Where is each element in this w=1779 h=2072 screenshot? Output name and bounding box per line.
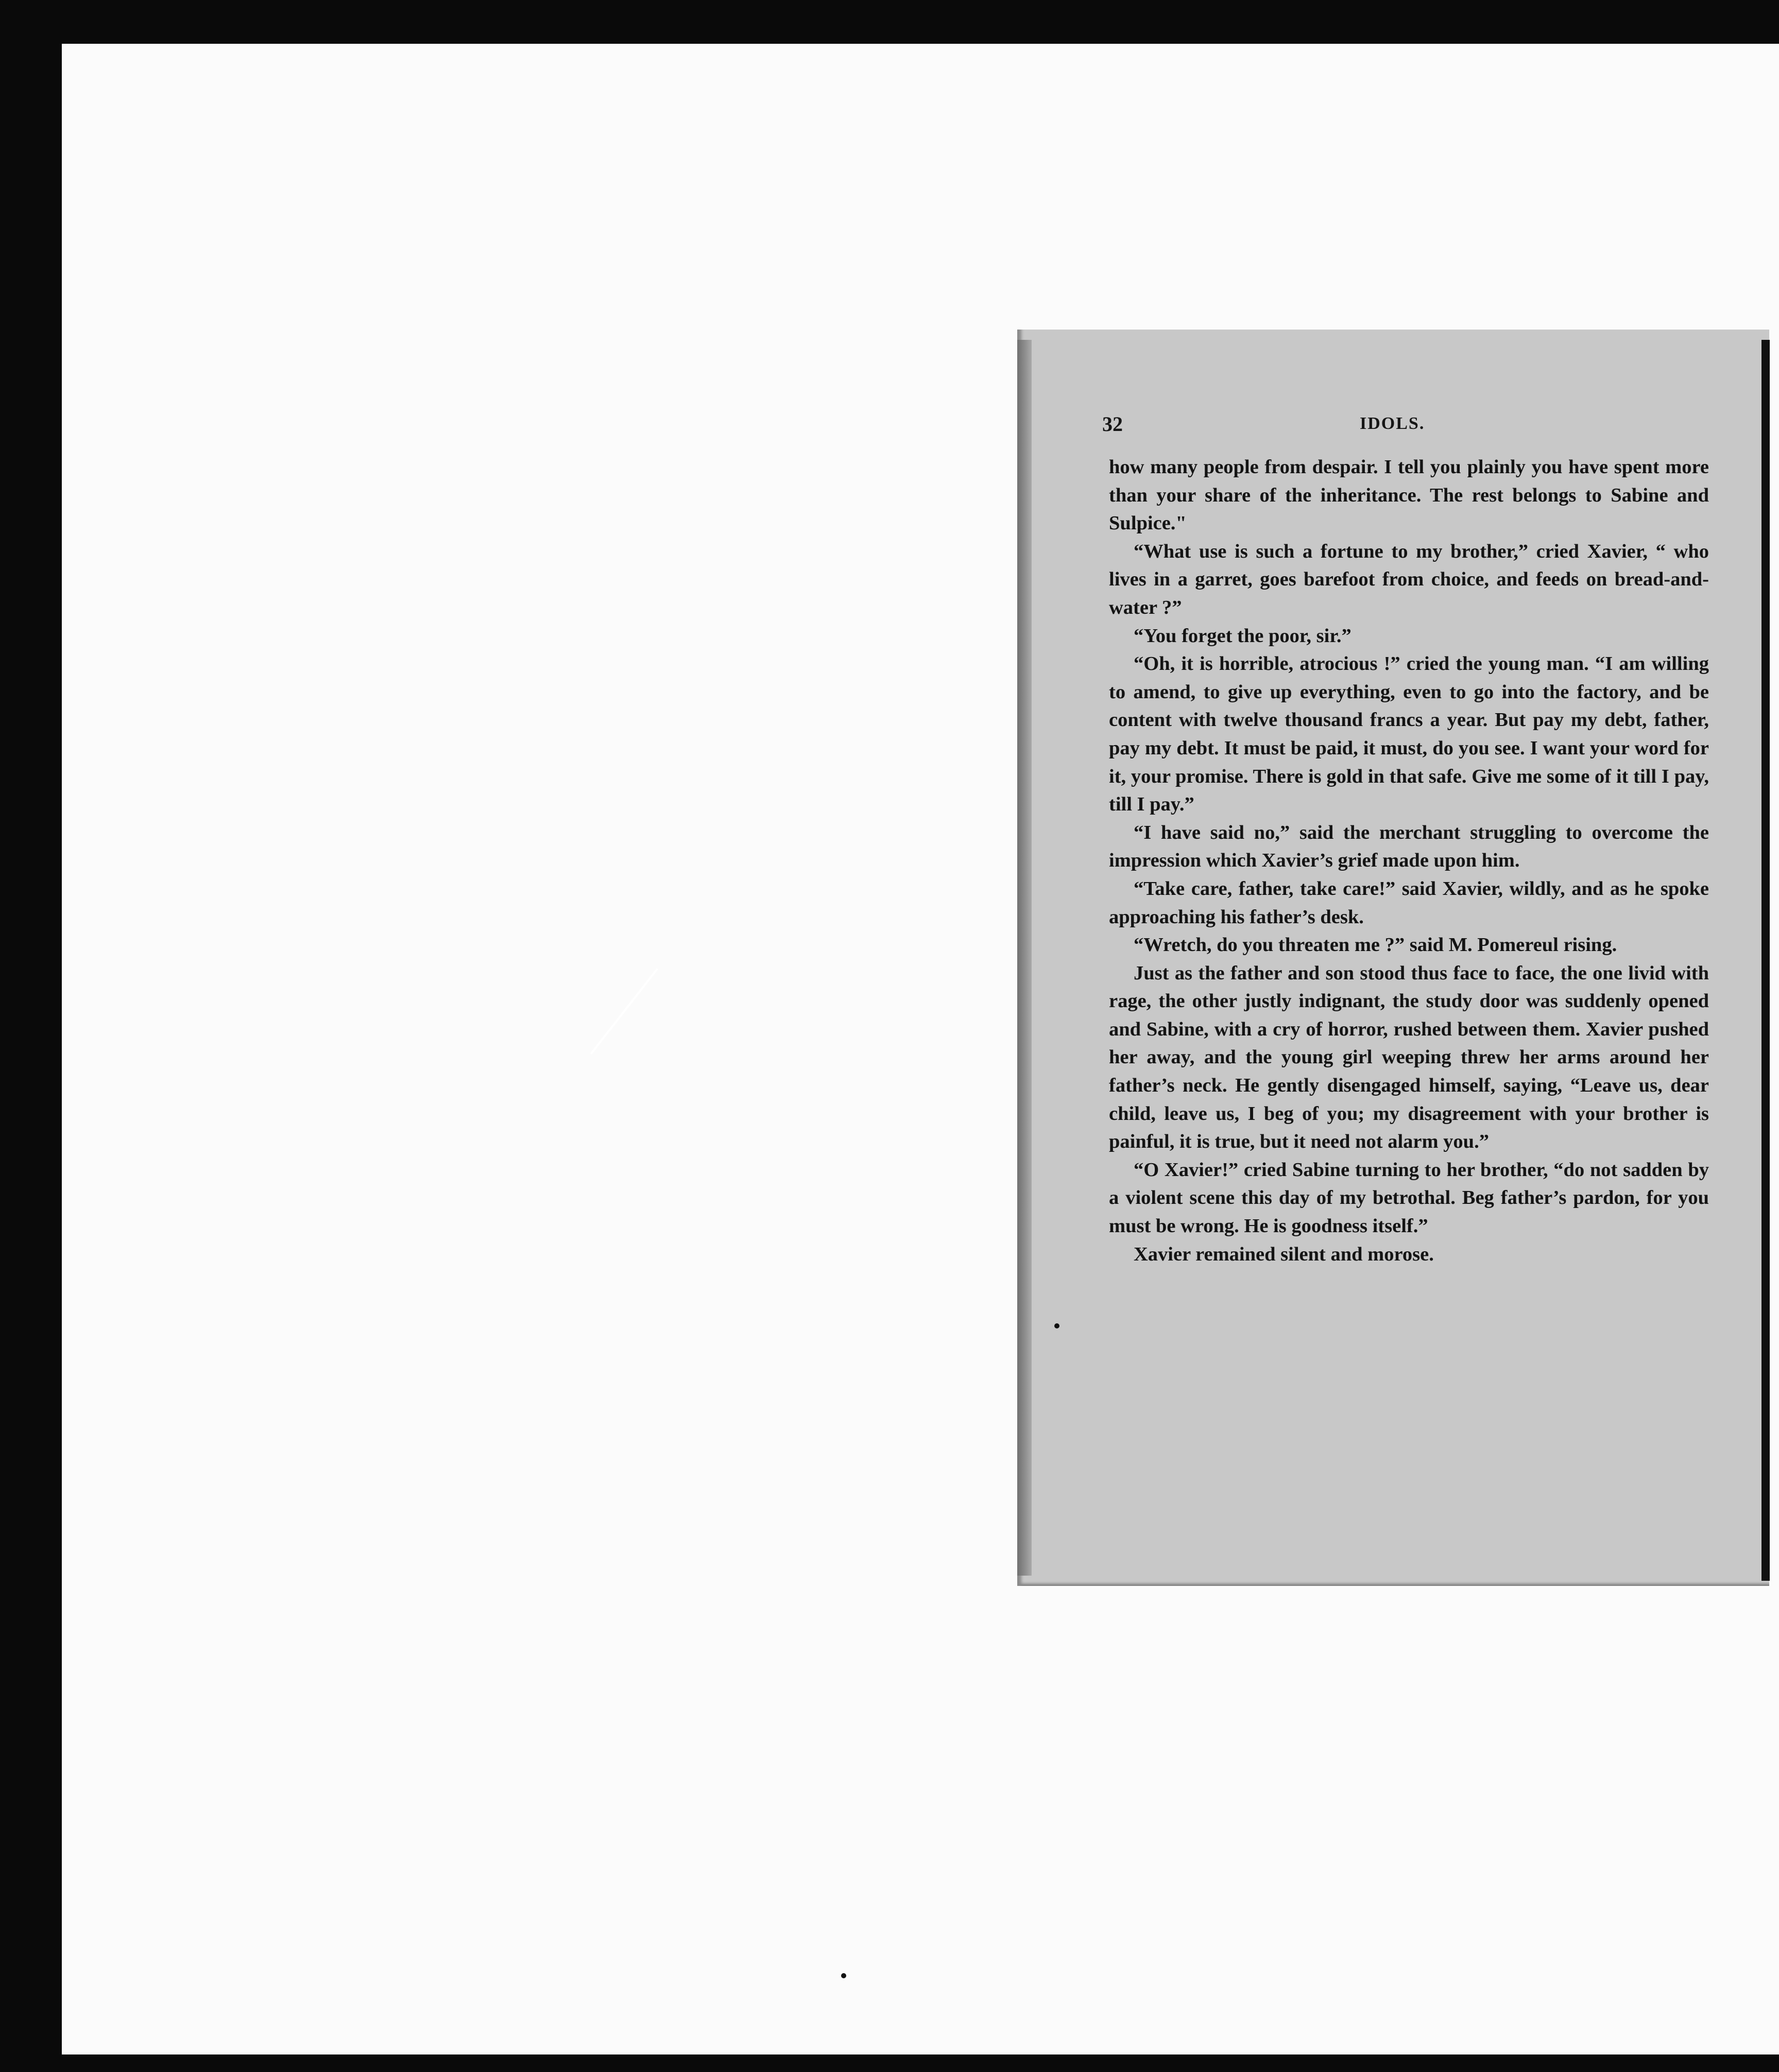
paragraph: Xavier remained silent and morose. xyxy=(1134,1243,1434,1265)
paragraph: “I have said no,” said the merchant struggling to overcome the impression which Xavier’s grief made upon him. xyxy=(1109,821,1709,872)
adjacent-page-edge xyxy=(1761,340,1770,1581)
dust-speck xyxy=(1054,1323,1059,1328)
film-frame-bottom-edge xyxy=(0,2054,1779,2072)
dust-speck xyxy=(841,1973,846,1978)
paragraph: how many people from despair. I tell you plainly you have spent more than your share of the inheritance. The rest belongs to Sabine and Sulpice." xyxy=(1109,456,1709,534)
page-number: 32 xyxy=(1102,412,1123,436)
paragraph: Just as the father and son stood thus face to face, the one livid with rage, the other justly indignant, the study door was suddenly opened and Sabine, with a cry of horror, rushed between them. Xavier pushed her away, and the young girl weeping threw her arms around her father’s neck. He gently disengaged himself, saying, “Leave us, dear child, leave us, I beg of you; my disagreement with your brother is painful, it is true, but it need not alarm you.” xyxy=(1109,962,1709,1153)
page-gutter-shadow xyxy=(1017,340,1032,1576)
film-frame-left-edge xyxy=(0,0,62,2072)
paragraph: “Take care, father, take care!” said Xavier, wildly, and as he spoke approaching his father’s desk. xyxy=(1109,877,1709,928)
paragraph: “You forget the poor, sir.” xyxy=(1134,625,1352,647)
page-header xyxy=(1102,412,1720,443)
running-head: IDOLS. xyxy=(1360,414,1425,433)
paragraph: “What use is such a fortune to my brother,” cried Xavier, “ who lives in a garret, goes barefoot from choice, and feeds on bread-and-water ?” xyxy=(1109,540,1709,618)
body-text xyxy=(1109,453,1709,1431)
paragraph: “O Xavier!” cried Sabine turning to her brother, “do not sadden by a violent scene this day of my betrothal. Beg father’s pardon, for you must be wrong. He is goodness itself.” xyxy=(1109,1159,1709,1237)
film-frame-top-edge xyxy=(0,0,1779,44)
scanned-page xyxy=(1017,330,1769,1586)
paragraph: “Wretch, do you threaten me ?” said M. Pomereul rising. xyxy=(1134,934,1617,956)
paragraph: “Oh, it is horrible, atrocious !” cried the young man. “I am willing to amend, to give up everything, even to go into the factory, and be content with twelve thousand francs a year. But pay my debt, father, pay my debt. It must be paid, it must, do you see. I want your word for it, your promise. There is gold in that safe. Give me some of it till I pay, till I pay.” xyxy=(1109,653,1709,816)
